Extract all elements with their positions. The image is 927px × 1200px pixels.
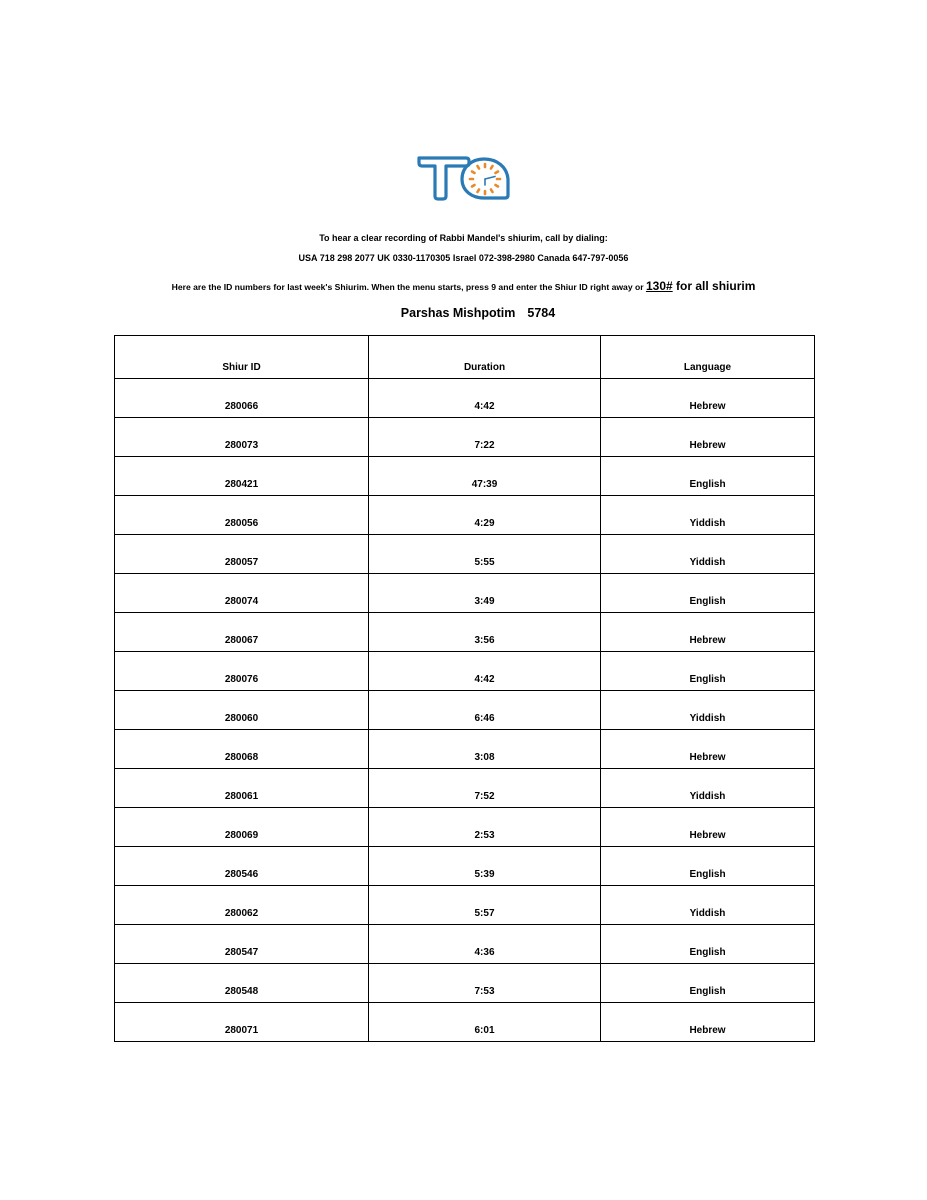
table-row: [115, 847, 815, 886]
cell-language: Hebrew: [601, 1003, 815, 1042]
cell-language: Hebrew: [601, 379, 815, 418]
cell-language: English: [601, 574, 815, 613]
cell-duration: 5:57: [369, 886, 601, 925]
table-row: [115, 535, 815, 574]
cell-language: Hebrew: [601, 613, 815, 652]
cell-language: English: [601, 925, 815, 964]
cell-duration: 7:53: [369, 964, 601, 1003]
dial-instructions: To hear a clear recording of Rabbi Mandel's shiurim, call by dialing:: [319, 233, 608, 243]
cell-duration: 7:52: [369, 769, 601, 808]
cell-language: English: [601, 652, 815, 691]
table-row: [115, 379, 815, 418]
table-row: [115, 730, 815, 769]
cell-language: English: [601, 964, 815, 1003]
cell-shiur-id: 280068: [115, 730, 369, 769]
all-shiurim-code: 130#: [645, 279, 673, 293]
cell-language: English: [601, 457, 815, 496]
cell-shiur-id: 280546: [115, 847, 369, 886]
parsha-name: Parshas Mishpotim: [400, 306, 516, 320]
header-language: Language: [601, 336, 815, 379]
cell-language: Hebrew: [601, 808, 815, 847]
table-row: [115, 574, 815, 613]
cell-language: Yiddish: [601, 886, 815, 925]
logo-clock-hands: [485, 177, 495, 186]
table-row: [115, 925, 815, 964]
cell-shiur-id: 280548: [115, 964, 369, 1003]
cell-language: Yiddish: [601, 496, 815, 535]
instructions-text: Here are the ID numbers for last week's Shiurim. When the menu starts, press 9 and enter the Shiur ID right away or: [171, 282, 646, 292]
page-title: [0, 306, 927, 320]
table-row: [115, 457, 815, 496]
cell-duration: 4:29: [369, 496, 601, 535]
cell-shiur-id: 280074: [115, 574, 369, 613]
cell-duration: 4:36: [369, 925, 601, 964]
table-body: [115, 379, 815, 1042]
table-row: [115, 964, 815, 1003]
cell-duration: 3:08: [369, 730, 601, 769]
table-row: [115, 613, 815, 652]
header-duration: Duration: [369, 336, 601, 379]
cell-language: Yiddish: [601, 535, 815, 574]
cell-duration: 3:49: [369, 574, 601, 613]
cell-shiur-id: 280061: [115, 769, 369, 808]
cell-duration: 47:39: [369, 457, 601, 496]
table-row: [115, 496, 815, 535]
cell-shiur-id: 280069: [115, 808, 369, 847]
torah-anytime-logo-icon: [416, 154, 514, 202]
table-row: [115, 1003, 815, 1042]
table-row: [115, 691, 815, 730]
phone-numbers: USA 718 298 2077 UK 0330-1170305 Israel 072-398-2980 Canada 647-797-0056: [298, 253, 629, 263]
shiur-id-instructions: [0, 279, 927, 293]
cell-duration: 6:01: [369, 1003, 601, 1042]
cell-duration: 7:22: [369, 418, 601, 457]
cell-shiur-id: 280056: [115, 496, 369, 535]
cell-language: English: [601, 847, 815, 886]
cell-language: Hebrew: [601, 418, 815, 457]
all-shiurim-text: for all shiurim: [672, 279, 756, 293]
cell-shiur-id: 280547: [115, 925, 369, 964]
cell-language: Hebrew: [601, 730, 815, 769]
cell-duration: 2:53: [369, 808, 601, 847]
cell-language: Yiddish: [601, 691, 815, 730]
shiurim-table: [114, 335, 815, 1042]
table-row: [115, 808, 815, 847]
cell-shiur-id: 280071: [115, 1003, 369, 1042]
cell-language: Yiddish: [601, 769, 815, 808]
table-row: [115, 769, 815, 808]
cell-shiur-id: 280060: [115, 691, 369, 730]
cell-shiur-id: 280057: [115, 535, 369, 574]
cell-duration: 5:55: [369, 535, 601, 574]
cell-shiur-id: 280073: [115, 418, 369, 457]
header-shiur-id: Shiur ID: [115, 336, 369, 379]
cell-duration: 5:39: [369, 847, 601, 886]
cell-duration: 4:42: [369, 379, 601, 418]
table-row: [115, 652, 815, 691]
cell-shiur-id: 280067: [115, 613, 369, 652]
cell-shiur-id: 280066: [115, 379, 369, 418]
year: 5784: [527, 306, 556, 320]
cell-shiur-id: 280421: [115, 457, 369, 496]
cell-duration: 6:46: [369, 691, 601, 730]
cell-shiur-id: 280062: [115, 886, 369, 925]
cell-duration: 3:56: [369, 613, 601, 652]
table-row: [115, 418, 815, 457]
table-row: [115, 886, 815, 925]
cell-duration: 4:42: [369, 652, 601, 691]
table-header-row: [115, 336, 815, 379]
cell-shiur-id: 280076: [115, 652, 369, 691]
